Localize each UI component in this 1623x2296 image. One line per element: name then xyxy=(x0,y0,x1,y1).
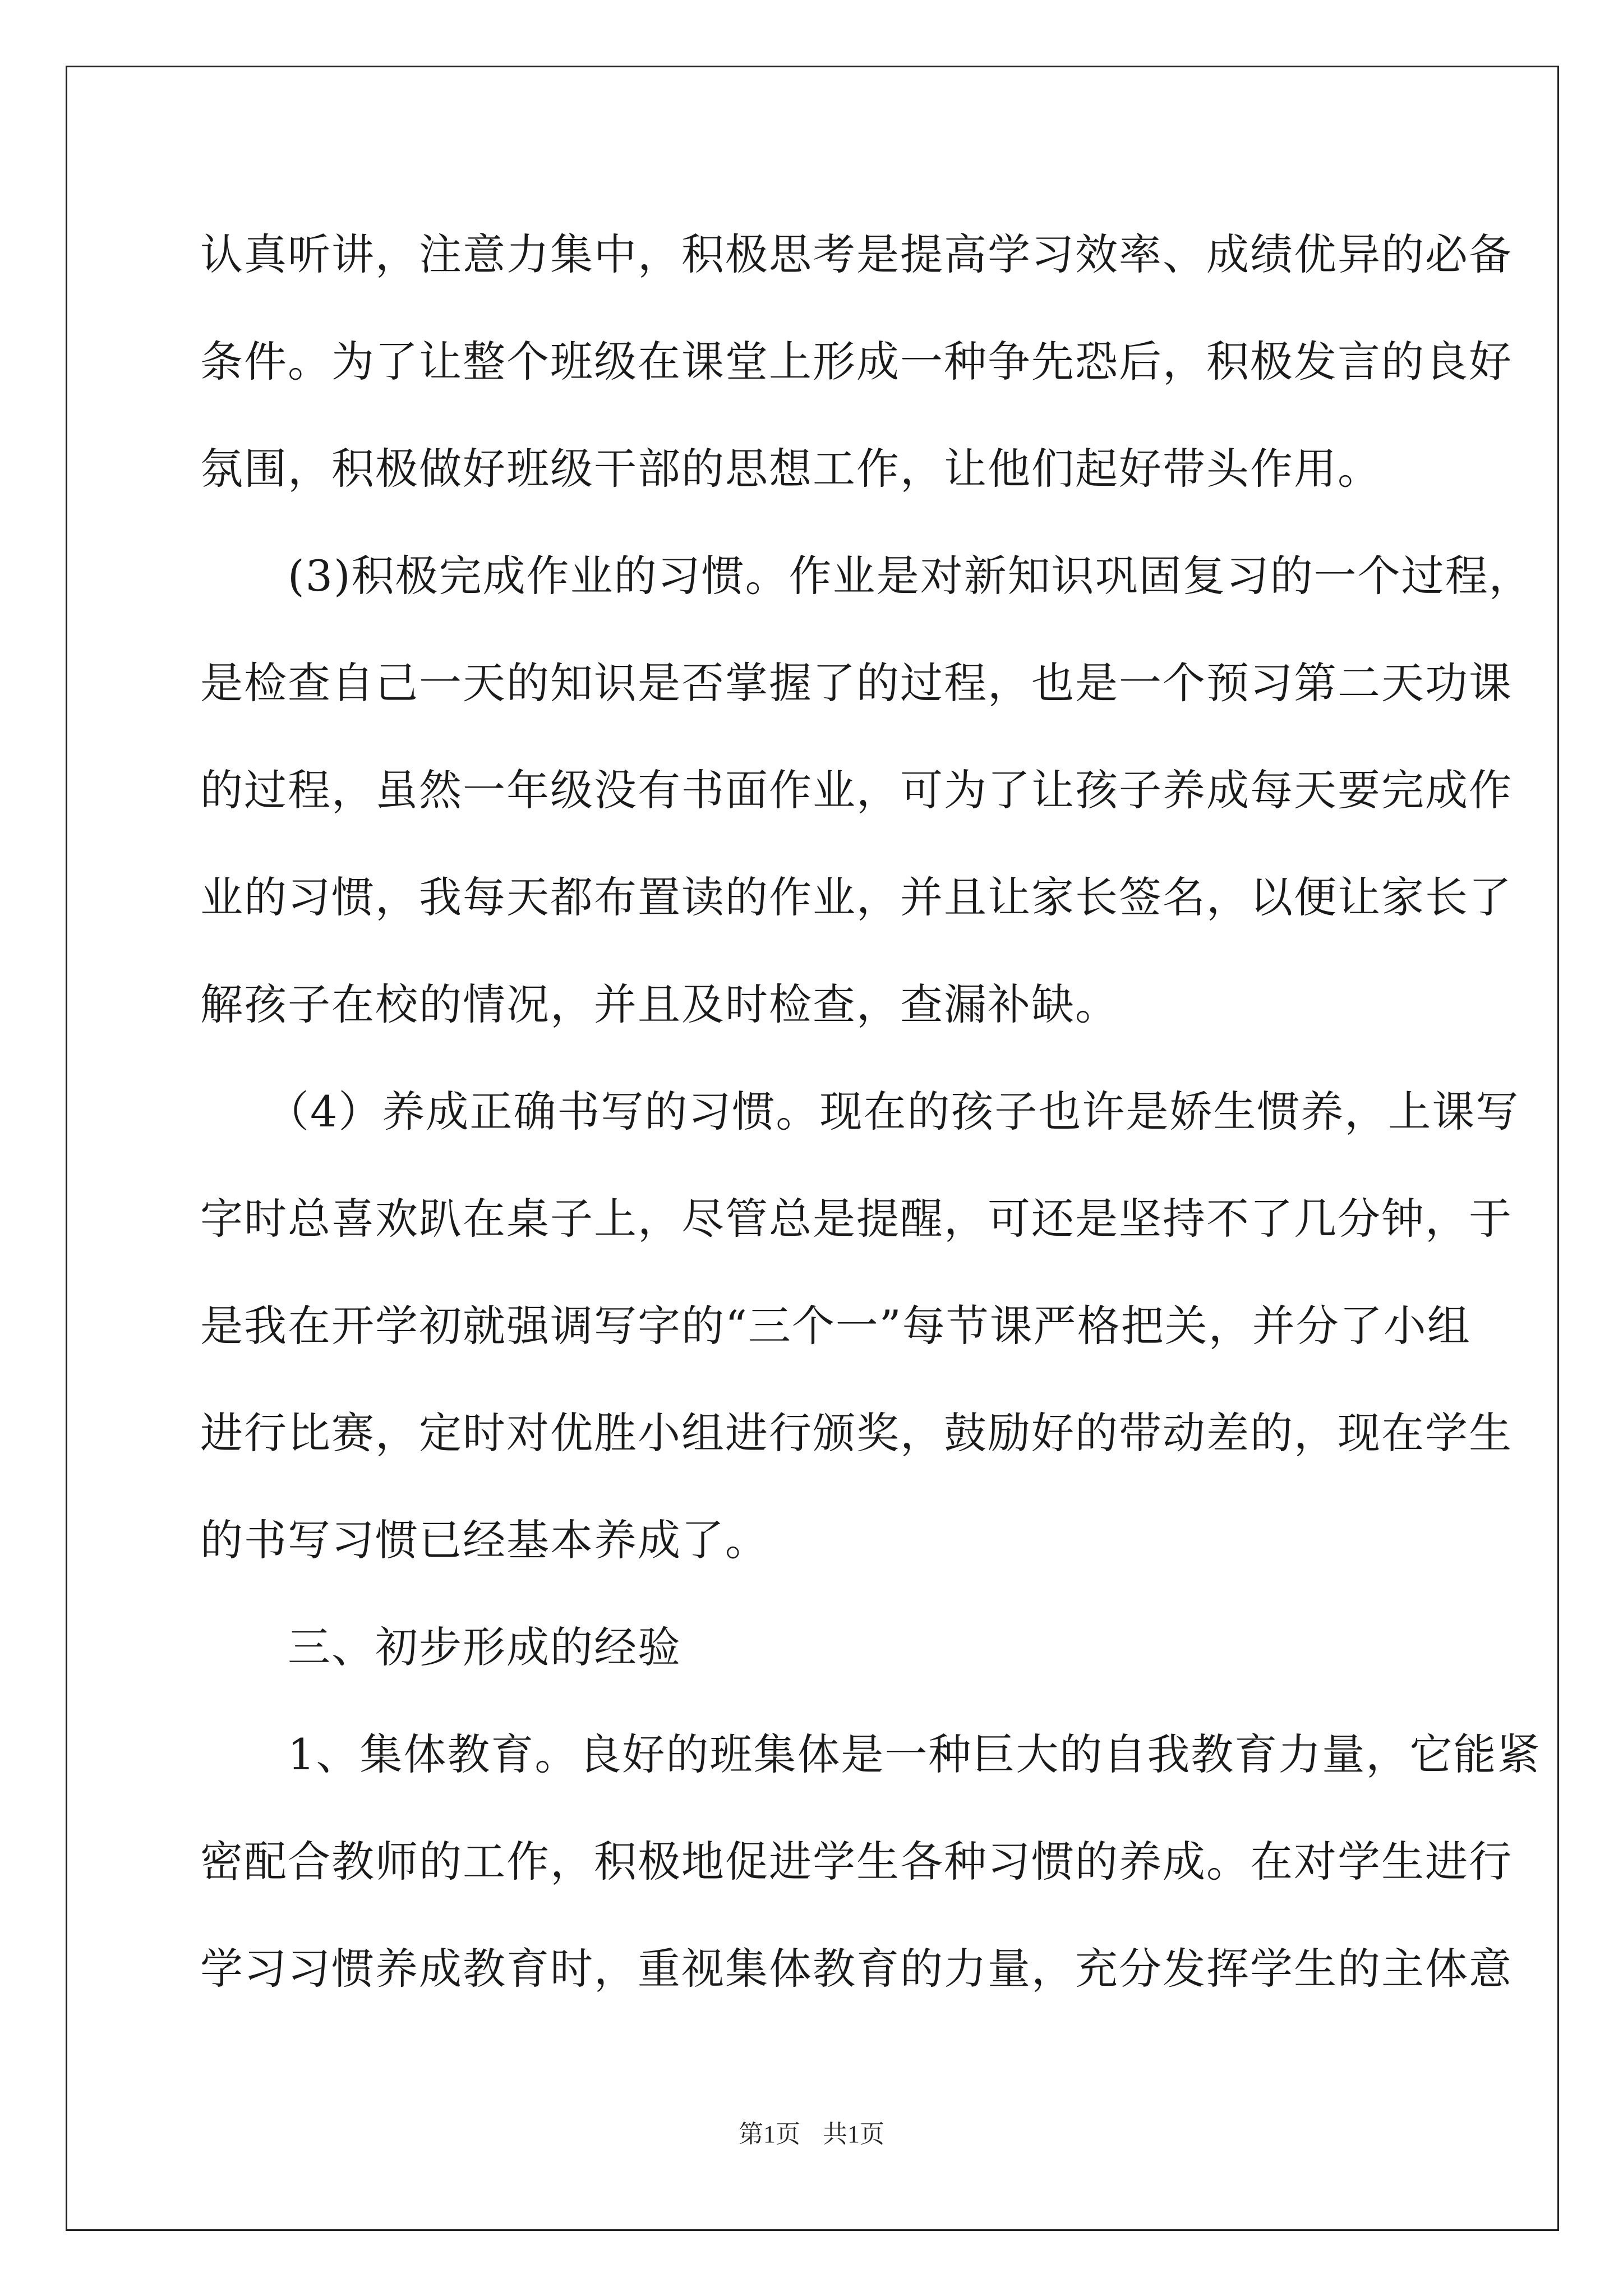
text-line: 的过程，虽然一年级没有书面作业，可为了让孩子养成每天要完成作 xyxy=(200,765,1513,815)
text-line: 业的习惯，我每天都布置读的作业，并且让家长签名，以便让家长了 xyxy=(200,872,1513,922)
text-line: 学习习惯养成教育时，重视集体教育的力量，充分发挥学生的主体意 xyxy=(200,1944,1513,1994)
text-line: 的书写习惯已经基本养成了。 xyxy=(200,1515,769,1565)
text-line: 条件。为了让整个班级在课堂上形成一种争先恐后，积极发言的良好 xyxy=(200,337,1513,386)
text-line: 1、集体教育。良好的班集体是一种巨大的自我教育力量，它能紧 xyxy=(200,1729,1541,1779)
text-line: 密配合教师的工作，积极地促进学生各种习惯的养成。在对学生进行 xyxy=(200,1837,1513,1887)
document-body xyxy=(200,201,1541,2022)
text-line: 氛围，积极做好班级干部的思想工作，让他们起好带头作用。 xyxy=(200,444,1381,494)
text-line: 字时总喜欢趴在桌子上，尽管总是提醒，可还是坚持不了几分钟，于 xyxy=(200,1194,1513,1244)
text-line: 解孩子在校的情况，并且及时检查，查漏补缺。 xyxy=(200,979,1119,1029)
text-line: 是检查自己一天的知识是否掌握了的过程，也是一个预习第二天功课 xyxy=(200,658,1513,708)
page-number: 第1页 xyxy=(739,2120,800,2148)
text-line: 是我在开学初就强调写字的“三个一”每节课严格把关，并分了小组 xyxy=(200,1301,1471,1351)
text-line: 认真听讲，注意力集中，积极思考是提高学习效率、成绩优异的必备 xyxy=(200,229,1513,279)
page-footer xyxy=(0,2114,1623,2150)
section-heading: 三、初步形成的经验 xyxy=(200,1622,681,1672)
text-line: (3)积极完成作业的习惯。作业是对新知识巩固复习的一个过程， xyxy=(200,551,1533,601)
page-total: 共1页 xyxy=(823,2120,884,2148)
text-line: 进行比赛，定时对优胜小组进行颁奖，鼓励好的带动差的，现在学生 xyxy=(200,1408,1513,1458)
text-line: （4）养成正确书写的习惯。现在的孩子也许是娇生惯养，上课写 xyxy=(200,1087,1520,1137)
